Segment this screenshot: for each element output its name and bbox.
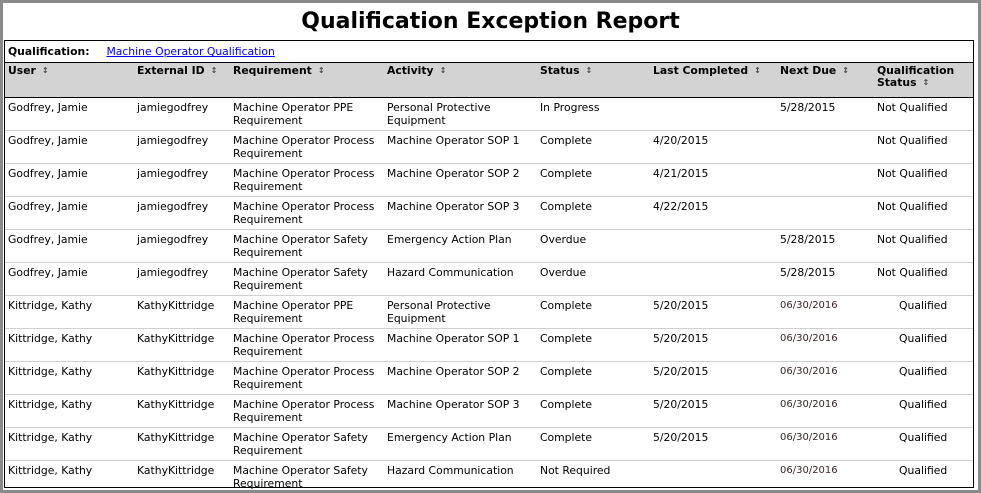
cell-activity: Hazard Communication [387,464,514,477]
sort-updown-icon[interactable]: ↕ [41,66,49,75]
sort-updown-icon[interactable]: ↕ [754,66,761,75]
cell-last-completed [650,461,777,493]
column-header-next-due[interactable] [777,63,874,98]
cell-requirement: Machine Operator Safety Requirement [230,263,384,296]
cell-status: Overdue [537,230,650,263]
cell-last-completed: 5/20/2015 [650,296,777,329]
cell-last-completed: 5/20/2015 [650,395,777,428]
cell-status: In Progress [537,98,650,131]
table-row [5,230,973,263]
cell-next-due: 06/30/2016 [777,296,874,329]
cell-external-id: KathyKittridge [134,362,230,395]
table-row [5,395,973,428]
cell-status: Complete [537,296,650,329]
cell-activity: Machine Operator SOP 1 [384,131,537,164]
cell-last-completed: 5/20/2015 [650,329,777,362]
header-row [5,63,973,98]
table-row [5,263,973,296]
table-row [5,131,973,164]
column-header-requirement[interactable] [230,63,384,98]
cell-status: Complete [537,164,650,197]
cell-next-due: 06/30/2016 [777,329,874,362]
cell-external-id: jamiegodfrey [134,263,230,296]
table-row [5,461,973,493]
cell-next-due: 06/30/2016 [777,395,874,428]
cell-last-completed: 4/22/2015 [650,197,777,230]
cell-last-completed: 4/21/2015 [650,164,777,197]
cell-user: Kittridge, Kathy [5,428,134,461]
cell-last-completed: 5/20/2015 [650,362,777,395]
cell-activity: Machine Operator SOP 2 [384,362,537,395]
column-header-user[interactable] [5,63,134,98]
cell-status: Complete [537,131,650,164]
cell-last-completed [650,263,777,296]
cell-external-id: jamiegodfrey [134,197,230,230]
column-header-qualification-status[interactable] [874,63,973,98]
cell-activity: Emergency Action Plan [384,230,537,263]
qualification-row [5,41,973,63]
cell-qualification-status: Qualified [874,296,973,329]
cell-status: Overdue [537,263,650,296]
cell-next-due: 06/30/2016 [777,362,874,395]
cell-status: Complete [537,329,650,362]
cell-user: Kittridge, Kathy [5,296,134,329]
report-title: Qualification Exception Report [301,9,680,34]
column-header-label: Last Completed [653,64,749,77]
cell-qualification-status: Not Qualified [874,164,973,197]
cell-next-due: 06/30/2016 [780,465,838,476]
cell-qualification-status: Qualified [899,464,948,477]
cell-external-id: KathyKittridge [137,464,215,477]
cell-next-due: 5/28/2015 [777,263,874,296]
cell-next-due [777,197,874,230]
cell-next-due [777,164,874,197]
table-row [5,296,973,329]
cell-external-id: jamiegodfrey [134,131,230,164]
column-header-label: Activity [387,64,434,77]
cell-status: Complete [537,395,650,428]
column-header-label: Status [540,64,580,77]
column-header-activity[interactable] [384,63,537,98]
cell-requirement: Machine Operator Process Requirement [230,197,384,230]
cell-external-id: jamiegodfrey [134,164,230,197]
cell-external-id: KathyKittridge [134,329,230,362]
sort-updown-icon[interactable]: ↕ [210,66,218,75]
column-header-last-completed[interactable] [650,63,777,98]
cell-qualification-status: Not Qualified [874,131,973,164]
cell-status: Complete [537,362,650,395]
cell-user: Godfrey, Jamie [5,98,134,131]
cell-user: Kittridge, Kathy [8,464,93,477]
column-header-status[interactable] [537,63,650,98]
table-row [5,362,973,395]
cell-requirement: Machine Operator Process Requirement [230,164,384,197]
cell-activity: Personal Protective Equipment [384,296,537,329]
cell-next-due: 5/28/2015 [777,98,874,131]
cell-requirement: Machine Operator PPE Requirement [230,296,384,329]
cell-last-completed [650,98,777,131]
cell-user: Godfrey, Jamie [5,197,134,230]
cell-requirement: Machine Operator Safety Requirement [233,464,368,490]
cell-last-completed [650,230,777,263]
column-header-external-id[interactable] [134,63,230,98]
cell-requirement: Machine Operator Safety Requirement [230,230,384,263]
cell-activity: Hazard Communication [384,263,537,296]
sort-updown-icon[interactable]: ↕ [439,66,447,75]
cell-user: Kittridge, Kathy [5,329,134,362]
table-row [5,164,973,197]
cell-requirement: Machine Operator PPE Requirement [230,98,384,131]
cell-user: Godfrey, Jamie [5,164,134,197]
report-table [5,63,973,493]
qualification-label: Qualification: [8,45,90,58]
cell-user: Godfrey, Jamie [5,131,134,164]
cell-next-due: 5/28/2015 [777,230,874,263]
cell-qualification-status: Not Qualified [874,98,973,131]
cell-status: Complete [537,197,650,230]
cell-qualification-status: Not Qualified [874,197,973,230]
cell-requirement: Machine Operator Process Requirement [230,131,384,164]
cell-activity: Personal Protective Equipment [384,98,537,131]
cell-user: Kittridge, Kathy [5,362,134,395]
cell-last-completed: 4/20/2015 [650,131,777,164]
cell-activity: Emergency Action Plan [384,428,537,461]
sort-updown-icon[interactable]: ↕ [585,66,593,75]
column-header-label: External ID [137,64,205,77]
cell-activity: Machine Operator SOP 2 [384,164,537,197]
cell-qualification-status: Qualified [874,362,973,395]
cell-activity: Machine Operator SOP 3 [384,395,537,428]
table-row [5,98,973,131]
cell-requirement: Machine Operator Process Requirement [230,329,384,362]
cell-user: Kittridge, Kathy [5,395,134,428]
cell-requirement: Machine Operator Safety Requirement [230,428,384,461]
cell-requirement: Machine Operator Process Requirement [230,362,384,395]
column-header-label: Requirement [233,64,312,77]
cell-qualification-status: Qualified [874,329,973,362]
column-header-label: Qualification Status [877,64,955,89]
cell-next-due [777,131,874,164]
cell-qualification-status: Not Qualified [874,230,973,263]
cell-qualification-status: Not Qualified [874,263,973,296]
column-header-label: User [8,64,36,77]
qualification-link[interactable]: Machine Operator Qualification [106,45,275,58]
table-row [5,329,973,362]
cell-user: Godfrey, Jamie [5,230,134,263]
cell-next-due: 06/30/2016 [777,428,874,461]
cell-external-id: KathyKittridge [134,296,230,329]
cell-status: Complete [537,428,650,461]
cell-status: Not Required [540,464,611,477]
cell-qualification-status: Qualified [874,428,973,461]
sort-updown-icon[interactable]: ↕ [842,66,849,75]
column-header-label: Next Due [780,64,837,77]
report-table-container [4,40,974,488]
cell-external-id: KathyKittridge [134,428,230,461]
cell-qualification-status: Qualified [874,395,973,428]
cell-external-id: KathyKittridge [134,395,230,428]
cell-activity: Machine Operator SOP 1 [384,329,537,362]
table-row [5,197,973,230]
cell-external-id: jamiegodfrey [134,230,230,263]
table-row [5,428,973,461]
cell-requirement: Machine Operator Process Requirement [230,395,384,428]
sort-updown-icon[interactable]: ↕ [922,78,930,87]
cell-activity: Machine Operator SOP 3 [384,197,537,230]
sort-updown-icon[interactable]: ↕ [317,66,325,75]
cell-external-id: jamiegodfrey [134,98,230,131]
cell-user: Godfrey, Jamie [5,263,134,296]
cell-last-completed: 5/20/2015 [650,428,777,461]
